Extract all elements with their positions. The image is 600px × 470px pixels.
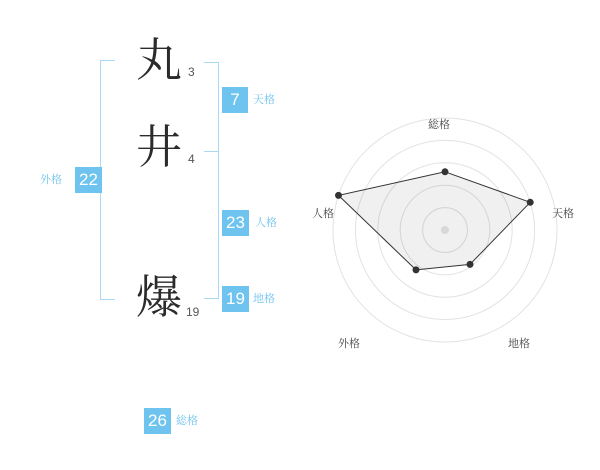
jinkaku-bracket — [204, 150, 219, 299]
outer-bracket — [100, 60, 115, 300]
radar-data-point — [442, 168, 449, 175]
tenkaku-bracket — [204, 62, 219, 152]
kanji-char-3: 爆 — [136, 272, 182, 323]
score-label-chikaku: 地格 — [253, 293, 275, 305]
stroke-count-2: 4 — [188, 152, 195, 166]
kanji-char-1: 丸 — [136, 35, 182, 86]
score-badge-jinkaku: 23 — [222, 210, 249, 236]
score-label-jinkaku: 人格 — [255, 217, 277, 229]
radar-axis-label-right: 天格 — [552, 208, 574, 220]
score-badge-gaikaku: 22 — [75, 167, 102, 193]
score-badge-chikaku: 19 — [222, 286, 249, 312]
radar-data-point — [527, 199, 534, 206]
stroke-count-1: 3 — [188, 65, 195, 79]
radar-axis-label-left: 人格 — [312, 208, 334, 220]
radar-axis-label-top: 総格 — [428, 119, 450, 131]
kanji-char-2: 井 — [136, 122, 182, 173]
radar-data-point — [335, 192, 342, 199]
score-label-tenkaku: 天格 — [253, 94, 275, 106]
chikaku-connector — [204, 298, 218, 299]
score-label-gaikaku: 外格 — [40, 174, 62, 186]
radar-data-point — [413, 266, 420, 273]
radar-axis-label-bottom-right: 地格 — [508, 338, 530, 350]
score-label-soukaku: 総格 — [176, 415, 198, 427]
score-badge-tenkaku: 7 — [222, 87, 248, 113]
radar-chart — [300, 100, 590, 380]
stroke-count-3: 19 — [186, 305, 200, 319]
score-badge-soukaku: 26 — [144, 408, 171, 434]
radar-series-polygon — [339, 172, 531, 270]
radar-data-point — [467, 261, 474, 268]
radar-axis-label-bottom-left: 外格 — [338, 338, 360, 350]
radar-center-dot — [441, 226, 449, 234]
